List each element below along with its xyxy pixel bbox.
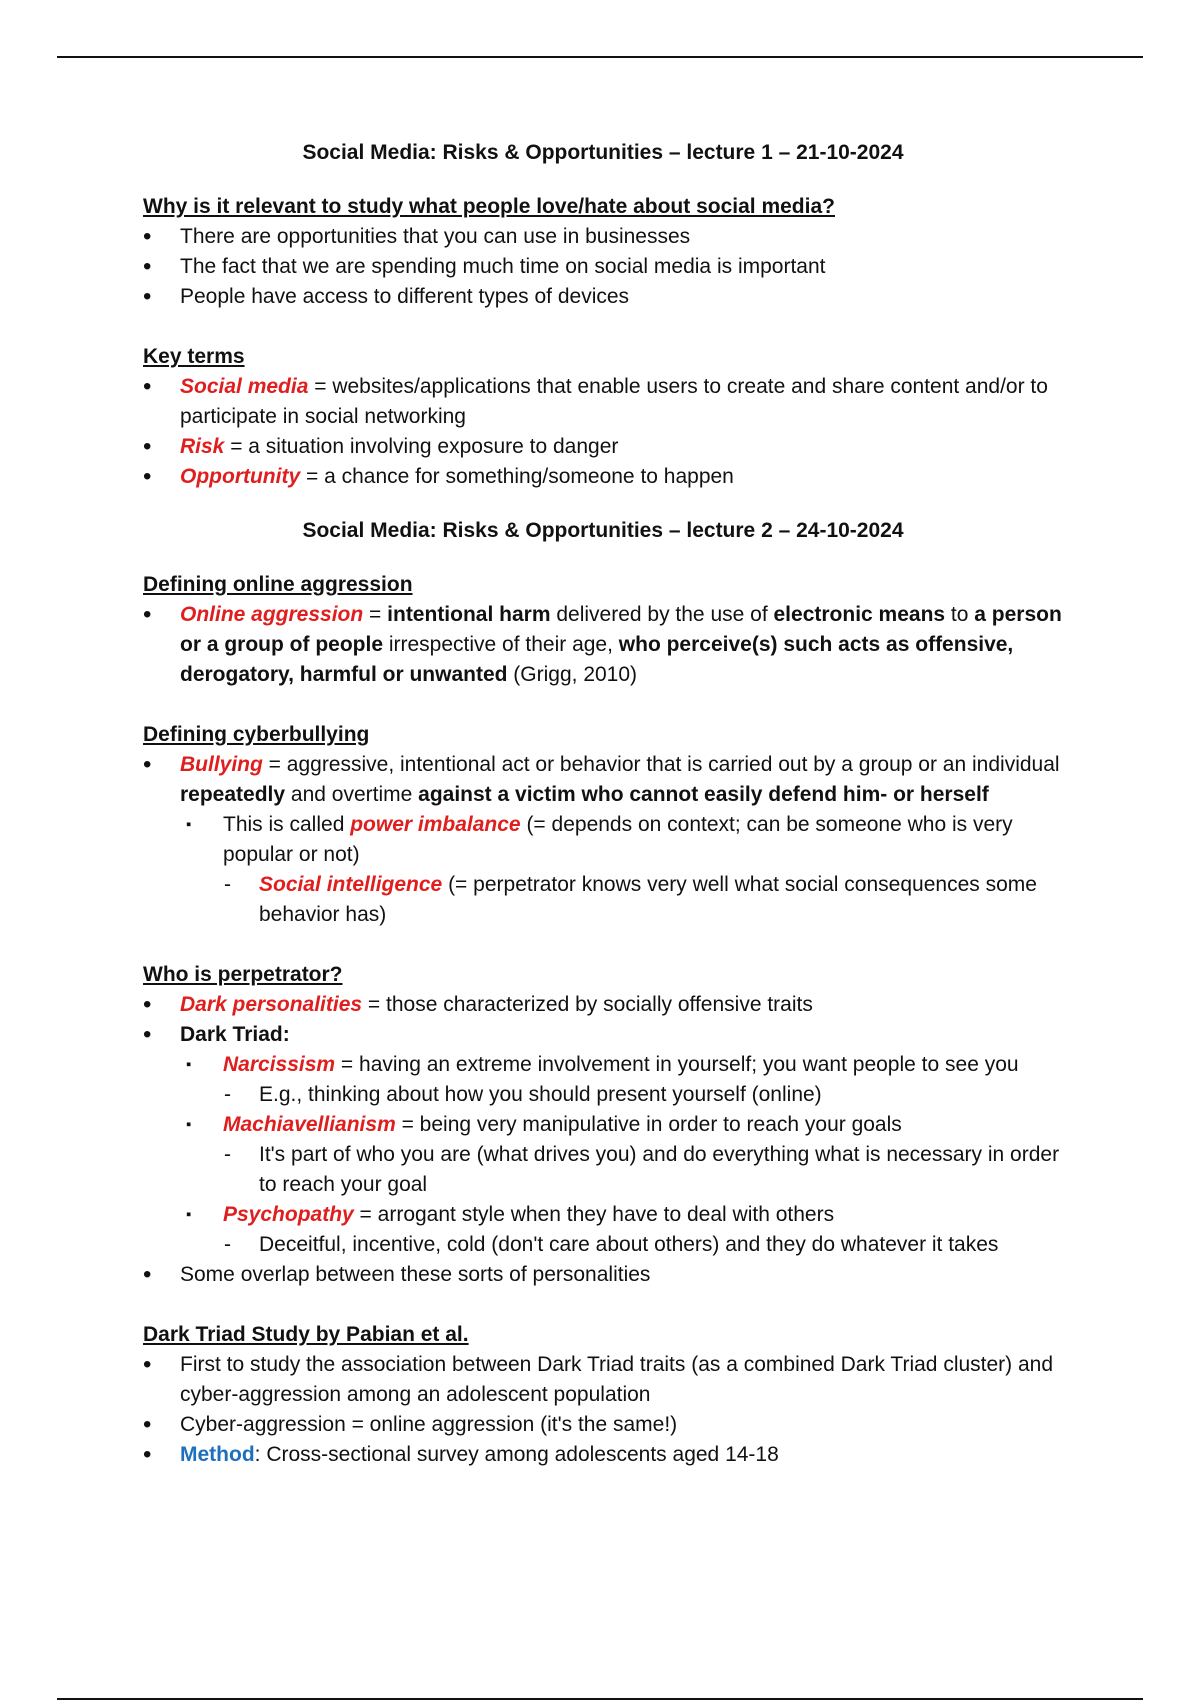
document-page — [143, 138, 1063, 1470]
relevance-heading: Why is it relevant to study what people love/hate about social media? — [143, 195, 835, 218]
method-label: Method — [180, 1443, 255, 1466]
definition: = arrogant style when they have to deal with others — [353, 1203, 835, 1226]
term-opportunity: Opportunity — [180, 465, 301, 488]
list-item — [143, 600, 1063, 690]
list-item — [143, 1440, 1063, 1470]
term-psychopathy: Psychopathy — [223, 1203, 354, 1226]
list-item: • First to study the association between Dark Triad traits (as a combined Dark Triad cluster) and cyber-aggression among an adolescent population — [143, 1350, 1063, 1410]
definition: = a situation involving exposure to danger — [224, 435, 619, 458]
definition: (= depends on context; can be someone who is very popular or not) — [223, 813, 1013, 866]
definition: = those characterized by socially offensive traits — [362, 993, 813, 1016]
term-dark-personalities: Dark personalities — [180, 993, 363, 1016]
text: and overtime — [285, 783, 419, 806]
term-bullying: Bullying — [180, 753, 263, 776]
definition: = having an extreme involvement in yourself; you want people to see you — [335, 1053, 1019, 1076]
online-aggression-list — [143, 600, 1063, 690]
text: = aggressive, intentional act or behavior that is carried out by a group or an individual — [262, 753, 1060, 776]
list-item: • Cyber-aggression = online aggression (it's the same!) — [143, 1410, 1063, 1440]
list-item — [143, 750, 1063, 810]
text: : Cross-sectional survey among adolescents aged 14-18 — [254, 1443, 779, 1466]
list-item: • There are opportunities that you can use in businesses — [143, 222, 1063, 252]
list-item — [143, 1020, 1063, 1050]
list-item — [143, 810, 1063, 870]
bold-text: who perceive(s) such acts as offensive, derogatory, harmful or unwanted — [180, 633, 1014, 686]
bold-text: repeatedly — [180, 783, 286, 806]
key-terms-heading: Key terms — [143, 345, 245, 368]
cyberbullying-list — [143, 750, 1063, 930]
term-social-intelligence: Social intelligence — [259, 873, 443, 896]
top-rule — [57, 56, 1143, 58]
list-item — [143, 990, 1063, 1020]
relevance-list — [143, 222, 1063, 312]
bold-text: a person or a group of people — [180, 603, 1062, 656]
list-item: • Some overlap between these sorts of personalities — [143, 1260, 1063, 1290]
text: irrespective of their age, — [383, 633, 619, 656]
list-item — [143, 1200, 1063, 1230]
list-item — [143, 372, 1063, 432]
list-item — [143, 1050, 1063, 1080]
cyberbullying-heading: Defining cyberbullying — [143, 723, 370, 746]
definition: = being very manipulative in order to reach your goals — [395, 1113, 902, 1136]
online-aggression-heading: Defining online aggression — [143, 573, 413, 596]
key-terms-list — [143, 372, 1063, 492]
text: This is called — [223, 813, 351, 836]
lecture1-title: Social Media: Risks & Opportunities – lecture 1 – 21-10-2024 — [302, 141, 904, 164]
term-power-imbalance: power imbalance — [350, 813, 521, 836]
text: delivered by the use of — [550, 603, 774, 626]
list-item — [143, 432, 1063, 462]
list-item: - It's part of who you are (what drives you) and do everything what is necessary in order to reach your goal — [143, 1140, 1063, 1200]
bold-text: against a victim who cannot easily defend him- or herself — [418, 783, 989, 806]
term-risk: Risk — [180, 435, 225, 458]
list-item: - E.g., thinking about how you should present yourself (online) — [143, 1080, 1063, 1110]
lecture2-title: Social Media: Risks & Opportunities – lecture 2 – 24-10-2024 — [302, 519, 904, 542]
list-item — [143, 870, 1063, 930]
term-narcissism: Narcissism — [223, 1053, 336, 1076]
perpetrator-heading: Who is perpetrator? — [143, 963, 343, 986]
bold-text: electronic means — [773, 603, 946, 626]
definition: = websites/applications that enable users to create and share content and/or to participate in social networking — [180, 375, 1048, 428]
term-online-aggression: Online aggression — [180, 603, 364, 626]
term-machiavellianism: Machiavellianism — [223, 1113, 396, 1136]
definition: (= perpetrator knows very well what social consequences some behavior has) — [259, 873, 1037, 926]
list-item: • The fact that we are spending much time on social media is important — [143, 252, 1063, 282]
text: to — [945, 603, 975, 626]
study-heading: Dark Triad Study by Pabian et al. — [143, 1323, 469, 1346]
study-list — [143, 1350, 1063, 1470]
dark-triad-label: Dark Triad: — [180, 1023, 290, 1046]
list-item: - Deceitful, incentive, cold (don't care about others) and they do whatever it takes — [143, 1230, 1063, 1260]
list-item — [143, 462, 1063, 492]
definition: = a chance for something/someone to happen — [300, 465, 734, 488]
list-item: • People have access to different types of devices — [143, 282, 1063, 312]
term-social-media: Social media — [180, 375, 309, 398]
list-item — [143, 1110, 1063, 1140]
text: = — [363, 603, 388, 626]
text: (Grigg, 2010) — [507, 663, 638, 686]
perpetrator-list — [143, 990, 1063, 1290]
bold-text: intentional harm — [387, 603, 551, 626]
